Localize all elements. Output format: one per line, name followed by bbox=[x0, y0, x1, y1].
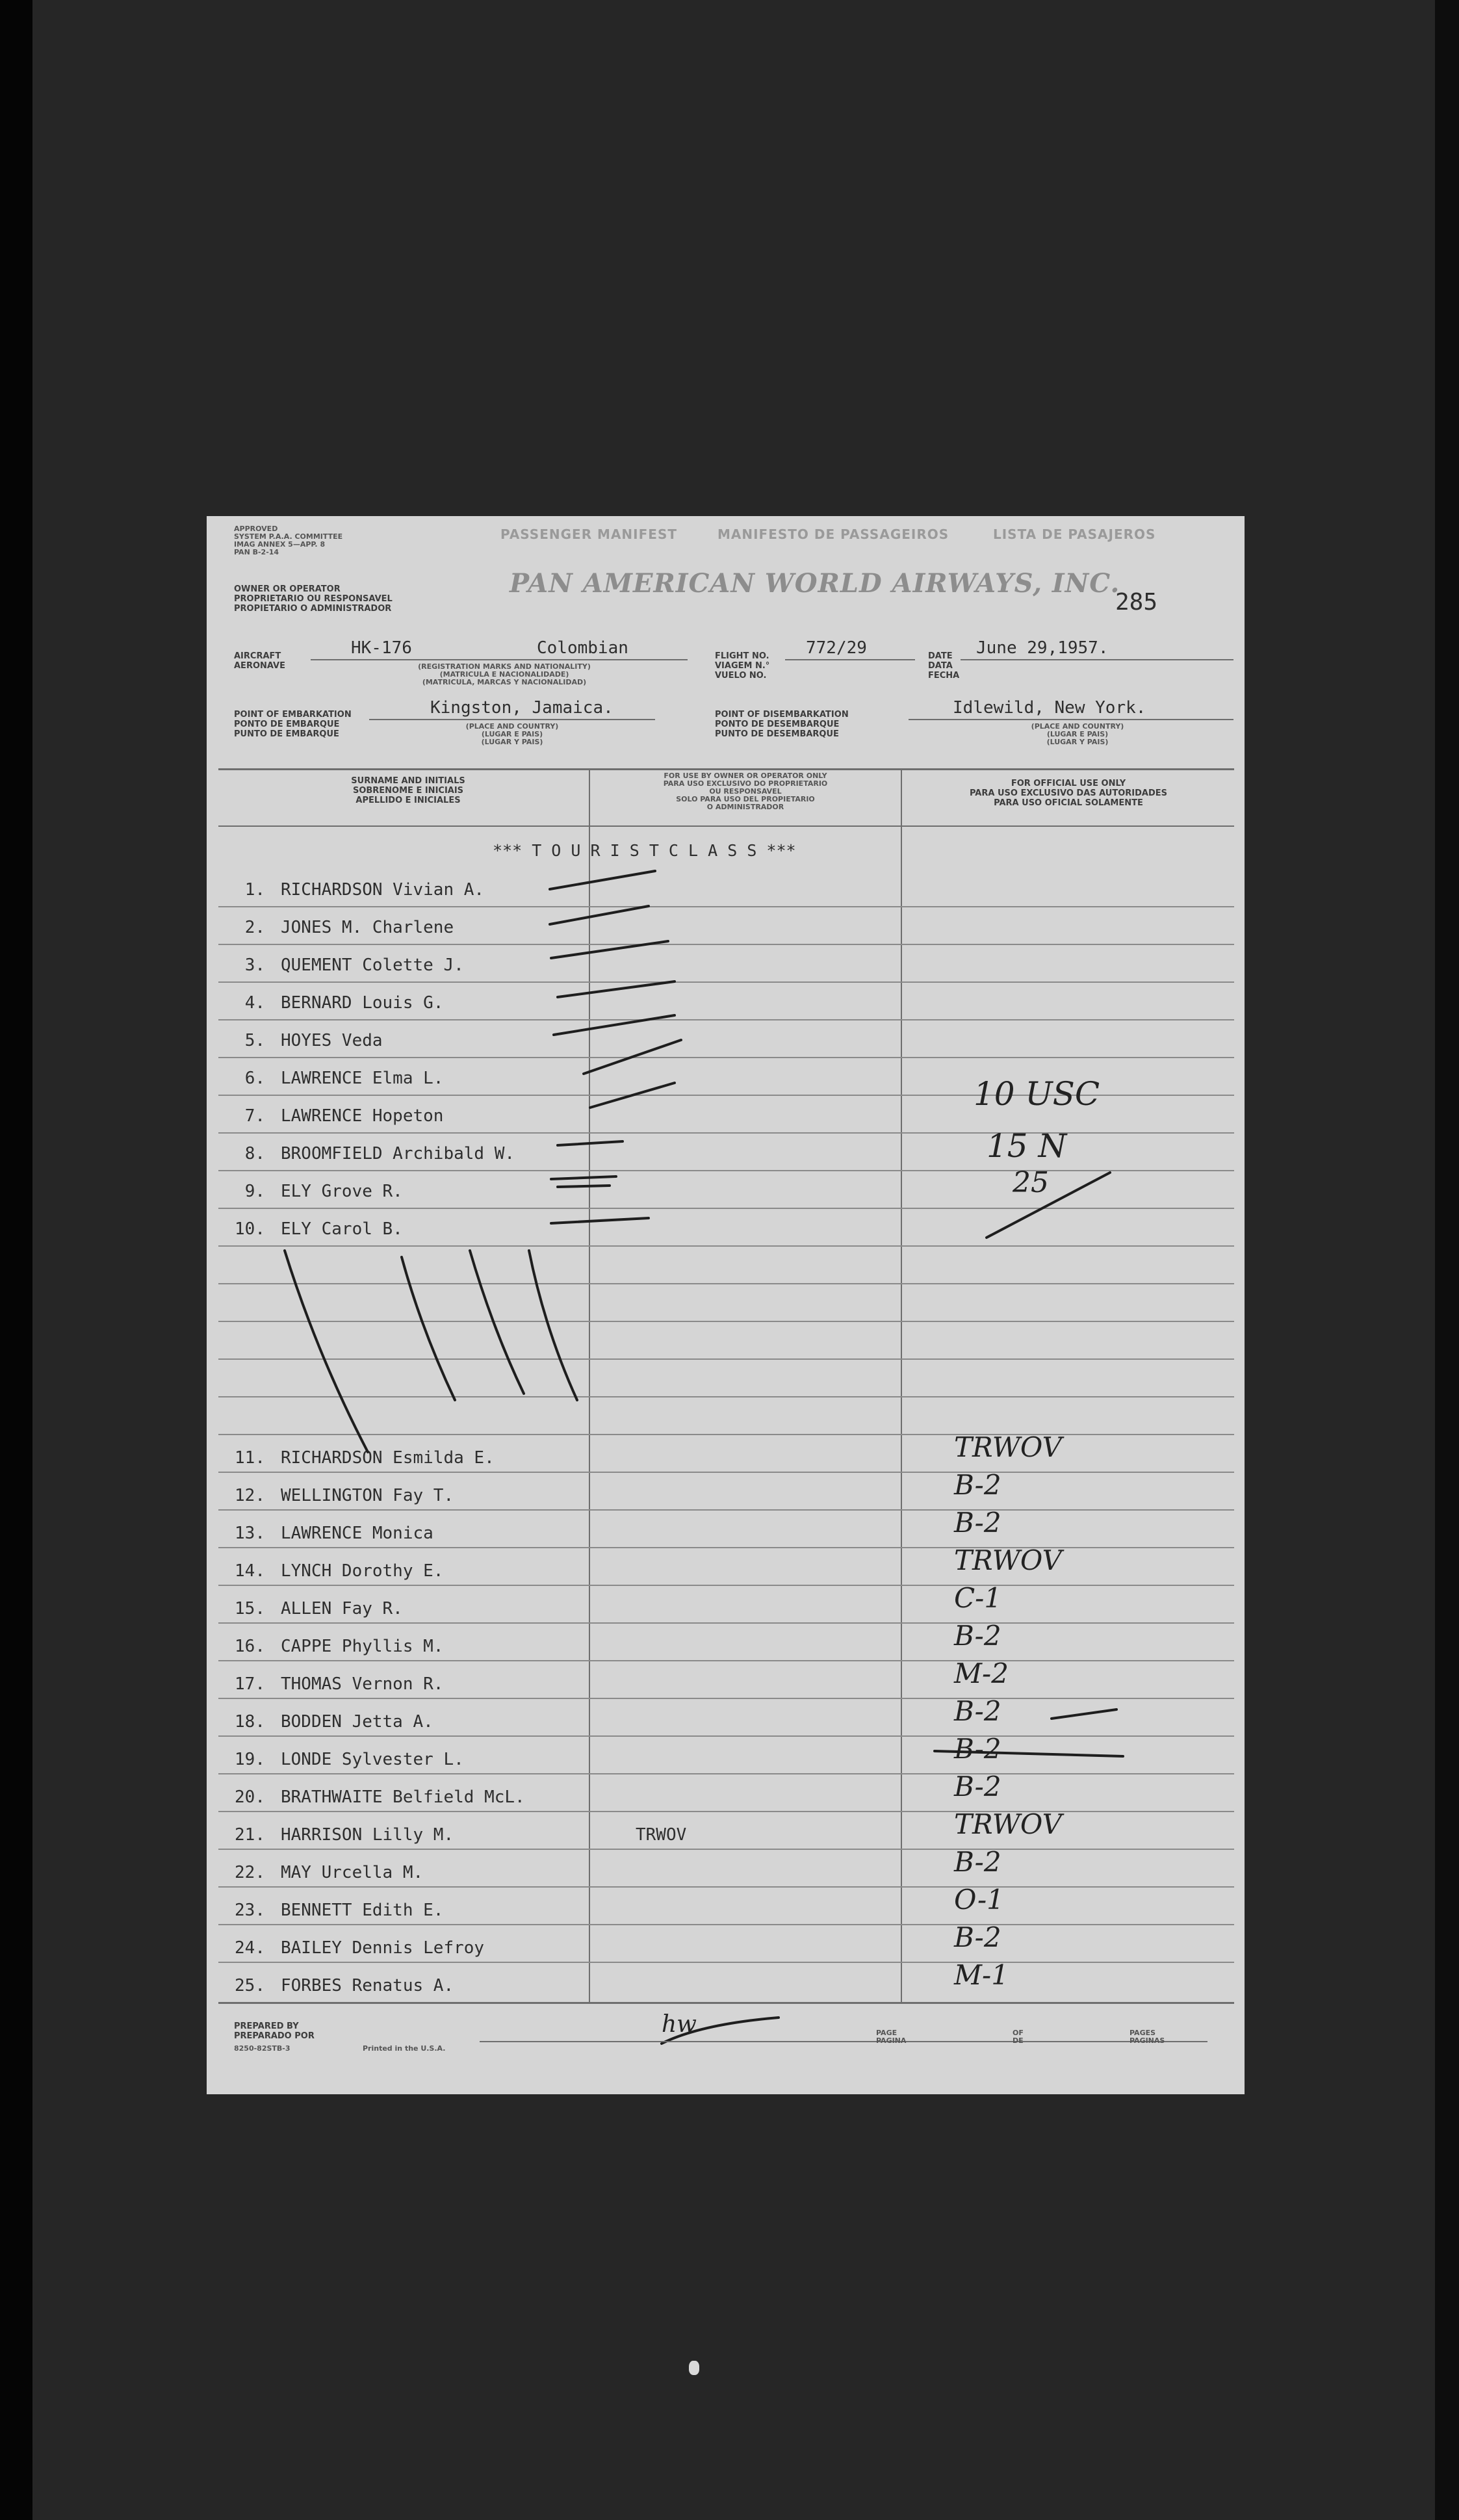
official-header-line: PARA USO OFICIAL SOLAMENTE bbox=[994, 798, 1143, 808]
embarkation-note: (PLACE AND COUNTRY) bbox=[465, 722, 559, 731]
official-code: B-2 bbox=[954, 1921, 1001, 1953]
row-number: 18. bbox=[235, 1712, 265, 1732]
date-label-line: DATA bbox=[928, 661, 953, 671]
aircraft-nationality: Colombian bbox=[537, 638, 628, 658]
date-label-line: FECHA bbox=[928, 671, 960, 681]
name-header-line: SOBRENOME E INICIAIS bbox=[352, 786, 464, 796]
official-code: TRWOV bbox=[954, 1808, 1062, 1840]
passenger-name: LONDE Sylvester L. bbox=[281, 1750, 464, 1769]
row-number: 24. bbox=[235, 1938, 265, 1958]
owner-entry-row-21: TRWOV bbox=[636, 1825, 687, 1845]
owner-header-line: FOR USE BY OWNER OR OPERATOR ONLY bbox=[664, 772, 827, 780]
strike-stroke bbox=[987, 1173, 1110, 1238]
owner-header-line: PARA USO EXCLUSIVO DO PROPRIETARIO bbox=[663, 779, 828, 788]
disembarkation-note: (LUGAR E PAIS) bbox=[1046, 730, 1109, 738]
passenger-name: ELY Grove R. bbox=[281, 1182, 403, 1201]
pen-marks bbox=[207, 516, 1245, 2094]
official-header-line: PARA USO EXCLUSIVO DAS AUTORIDADES bbox=[969, 788, 1168, 798]
tally-stroke bbox=[470, 1251, 524, 1394]
flight-label-line: FLIGHT NO. bbox=[715, 651, 769, 661]
prepared-by-label bbox=[234, 2021, 315, 2041]
passenger-name: FORBES Renatus A. bbox=[281, 1976, 454, 1995]
airline-name: PAN AMERICAN WORLD AIRWAYS, INC. bbox=[510, 568, 1120, 599]
owner-header-line: SOLO PARA USO DEL PROPIETARIO bbox=[676, 795, 815, 803]
passenger-name: JONES M. Charlene bbox=[281, 918, 454, 937]
official-code: TRWOV bbox=[954, 1431, 1062, 1463]
passenger-name: LAWRENCE Monica bbox=[281, 1524, 433, 1543]
embarkation-note: (LUGAR Y PAIS) bbox=[481, 738, 543, 746]
official-code: B-2 bbox=[954, 1620, 1001, 1652]
row-number: 17. bbox=[235, 1674, 265, 1694]
flight-date: June 29,1957. bbox=[976, 638, 1109, 658]
date-label-line: DATE bbox=[928, 651, 953, 661]
row-number: 1. bbox=[244, 880, 265, 900]
embarkation-label-line: POINT OF EMBARKATION bbox=[234, 710, 352, 720]
owner-label: OWNER OR OPERATOR bbox=[234, 584, 341, 594]
approval-line: APPROVED bbox=[234, 525, 278, 533]
passenger-name: RICHARDSON Esmilda E. bbox=[281, 1448, 495, 1468]
row-number: 4. bbox=[244, 993, 265, 1013]
owner-header-line: OU RESPONSAVEL bbox=[709, 787, 782, 796]
table-bottom-rule bbox=[218, 2002, 1234, 2004]
embarkation-label-line: PUNTO DE EMBARQUE bbox=[234, 729, 339, 739]
row-number: 23. bbox=[235, 1901, 265, 1920]
passenger-name: HOYES Veda bbox=[281, 1031, 383, 1050]
form-title-es: LISTA DE PASAJEROS bbox=[993, 526, 1156, 542]
flight-label-line: VUELO NO. bbox=[715, 671, 767, 681]
passenger-name: WELLINGTON Fay T. bbox=[281, 1486, 454, 1505]
passenger-name: BRATHWAITE Belfield McL. bbox=[281, 1787, 525, 1807]
page-label bbox=[876, 2029, 906, 2045]
row-number: 21. bbox=[235, 1825, 265, 1845]
registration-note: (REGISTRATION MARKS AND NATIONALITY) bbox=[418, 662, 591, 671]
row-number: 7. bbox=[244, 1106, 265, 1126]
passenger-name: BAILEY Dennis Lefroy bbox=[281, 1938, 485, 1958]
name-header-line: SURNAME AND INITIALS bbox=[351, 776, 465, 786]
check-mark bbox=[551, 1176, 616, 1179]
passenger-name: BROOMFIELD Archibald W. bbox=[281, 1144, 515, 1163]
code-underline-stroke bbox=[935, 1751, 1123, 1756]
passenger-name: HARRISON Lilly M. bbox=[281, 1825, 454, 1845]
passenger-name: BERNARD Louis G. bbox=[281, 993, 444, 1013]
passenger-name: BENNETT Edith E. bbox=[281, 1901, 444, 1920]
row-number: 9. bbox=[244, 1182, 265, 1201]
check-mark bbox=[558, 1141, 623, 1145]
row-number: 6. bbox=[244, 1069, 265, 1088]
flight-label-line: VIAGEM N.° bbox=[715, 661, 770, 671]
row-number: 20. bbox=[235, 1787, 265, 1807]
row-number: 16. bbox=[235, 1637, 265, 1656]
code-underline-stroke bbox=[1052, 1709, 1117, 1719]
official-note-n: 15 N bbox=[987, 1127, 1067, 1165]
tally-stroke bbox=[285, 1251, 368, 1452]
aircraft-label-line: AIRCRAFT bbox=[234, 651, 281, 661]
printed-note: Printed in the U.S.A. bbox=[363, 2044, 446, 2053]
passenger-name: RICHARDSON Vivian A. bbox=[281, 880, 485, 900]
pages-label-line: PAGES bbox=[1130, 2029, 1156, 2037]
passenger-name: BODDEN Jetta A. bbox=[281, 1712, 433, 1732]
form-title-en: PASSENGER MANIFEST bbox=[500, 526, 677, 542]
registration-note: (MATRICULA E NACIONALIDADE) bbox=[439, 670, 569, 679]
name-header-line: APELLIDO E INICIALES bbox=[355, 796, 461, 805]
tally-stroke bbox=[529, 1251, 577, 1400]
aircraft-label-line: AERONAVE bbox=[234, 661, 286, 671]
owner-header-line: O ADMINISTRADOR bbox=[706, 803, 784, 811]
official-code: M-1 bbox=[954, 1959, 1009, 1991]
check-mark bbox=[550, 906, 649, 924]
disembarkation-label-line: POINT OF DISEMBARKATION bbox=[715, 710, 849, 720]
tally-stroke bbox=[402, 1257, 455, 1400]
prepared-by-line: PREPARADO POR bbox=[234, 2031, 315, 2041]
row-number: 11. bbox=[235, 1448, 265, 1468]
check-mark bbox=[590, 1083, 675, 1108]
passenger-name: ALLEN Fay R. bbox=[281, 1599, 403, 1618]
row-number: 10. bbox=[235, 1219, 265, 1239]
disembarkation-label-line: PUNTO DE DESEMBARQUE bbox=[715, 729, 839, 739]
official-code: B-2 bbox=[954, 1771, 1001, 1802]
approval-line: SYSTEM P.A.A. COMMITTEE bbox=[234, 532, 343, 541]
embarkation-label-line: PONTO DE EMBARQUE bbox=[234, 720, 340, 729]
row-number: 25. bbox=[235, 1976, 265, 1995]
owner-label: PROPRIETARIO OU RESPONSAVEL bbox=[234, 594, 393, 604]
check-mark bbox=[554, 1015, 675, 1035]
aircraft-registration: HK-176 bbox=[351, 638, 412, 658]
passenger-name: LAWRENCE Elma L. bbox=[281, 1069, 444, 1088]
row-number: 3. bbox=[244, 955, 265, 975]
scan-border-left bbox=[0, 0, 32, 2520]
row-number: 14. bbox=[235, 1561, 265, 1581]
official-code: C-1 bbox=[954, 1582, 1002, 1614]
official-code: B-2 bbox=[954, 1733, 1001, 1765]
check-mark bbox=[558, 1186, 610, 1187]
scan-border-right bbox=[1435, 0, 1459, 2520]
form-title-pt: MANIFESTO DE PASSAGEIROS bbox=[717, 526, 949, 542]
pages-label-line: PAGINAS bbox=[1130, 2036, 1165, 2045]
row-number: 12. bbox=[235, 1486, 265, 1505]
form-code: 8250-82STB-3 bbox=[234, 2044, 291, 2053]
disembarkation-note: (PLACE AND COUNTRY) bbox=[1031, 722, 1124, 731]
tourist-class-banner: *** T O U R I S T C L A S S *** bbox=[493, 841, 796, 860]
disembarkation-place: Idlewild, New York. bbox=[953, 698, 1146, 718]
official-code: M-2 bbox=[954, 1657, 1009, 1689]
passenger-manifest-sheet bbox=[207, 516, 1245, 2094]
official-code: O-1 bbox=[954, 1884, 1004, 1916]
official-code: B-2 bbox=[954, 1846, 1001, 1878]
pages-label bbox=[1130, 2029, 1165, 2045]
flight-number: 772/29 bbox=[806, 638, 867, 658]
page-stamp-number: 285 bbox=[1115, 589, 1158, 616]
passenger-name: LYNCH Dorothy E. bbox=[281, 1561, 444, 1581]
official-note-total: 25 bbox=[1013, 1166, 1049, 1199]
row-number: 13. bbox=[235, 1524, 265, 1543]
check-mark bbox=[551, 941, 668, 958]
check-mark bbox=[550, 871, 655, 889]
passenger-name: CAPPE Phyllis M. bbox=[281, 1637, 444, 1656]
disembarkation-label-line: PONTO DE DESEMBARQUE bbox=[715, 720, 840, 729]
official-code: B-2 bbox=[954, 1695, 1001, 1727]
passenger-name: QUEMENT Colette J. bbox=[281, 955, 464, 975]
of-label-line: OF bbox=[1013, 2029, 1024, 2037]
row-number: 15. bbox=[235, 1599, 265, 1618]
owner-label: PROPIETARIO O ADMINISTRADOR bbox=[234, 604, 392, 614]
page-label-line: PAGINA bbox=[876, 2036, 907, 2045]
film-speck bbox=[689, 2361, 699, 2375]
row-number: 5. bbox=[244, 1031, 265, 1050]
embarkation-note: (LUGAR E PAIS) bbox=[481, 730, 543, 738]
passenger-name: LAWRENCE Hopeton bbox=[281, 1106, 444, 1126]
approval-line: PAN B-2-14 bbox=[234, 548, 279, 556]
passenger-name: ELY Carol B. bbox=[281, 1219, 403, 1239]
prepared-by-line: PREPARED BY bbox=[234, 2021, 299, 2031]
passenger-name: THOMAS Vernon R. bbox=[281, 1674, 444, 1694]
row-number: 22. bbox=[235, 1863, 265, 1882]
footer-rule bbox=[480, 2041, 1207, 2042]
check-mark bbox=[584, 1040, 681, 1074]
page-label-line: PAGE bbox=[876, 2029, 897, 2037]
of-label bbox=[1013, 2029, 1024, 2045]
passenger-name: MAY Urcella M. bbox=[281, 1863, 424, 1882]
check-mark bbox=[551, 1218, 649, 1223]
official-code: B-2 bbox=[954, 1469, 1001, 1501]
official-code: B-2 bbox=[954, 1507, 1001, 1539]
row-number: 2. bbox=[244, 918, 265, 937]
disembarkation-note: (LUGAR Y PAIS) bbox=[1046, 738, 1109, 746]
official-header-line: FOR OFFICIAL USE ONLY bbox=[1011, 779, 1126, 788]
approval-line: IMAG ANNEX 5—APP. 8 bbox=[234, 540, 326, 549]
row-number: 19. bbox=[235, 1750, 265, 1769]
check-mark bbox=[558, 981, 675, 997]
preparer-initials: hw bbox=[662, 2011, 697, 2038]
official-code: TRWOV bbox=[954, 1544, 1062, 1576]
embarkation-place: Kingston, Jamaica. bbox=[430, 698, 613, 718]
registration-note: (MATRICULA, MARCAS Y NACIONALIDAD) bbox=[422, 678, 587, 686]
official-note-usc: 10 USC bbox=[974, 1075, 1100, 1113]
row-number: 8. bbox=[244, 1144, 265, 1163]
of-label-line: DE bbox=[1013, 2036, 1024, 2045]
